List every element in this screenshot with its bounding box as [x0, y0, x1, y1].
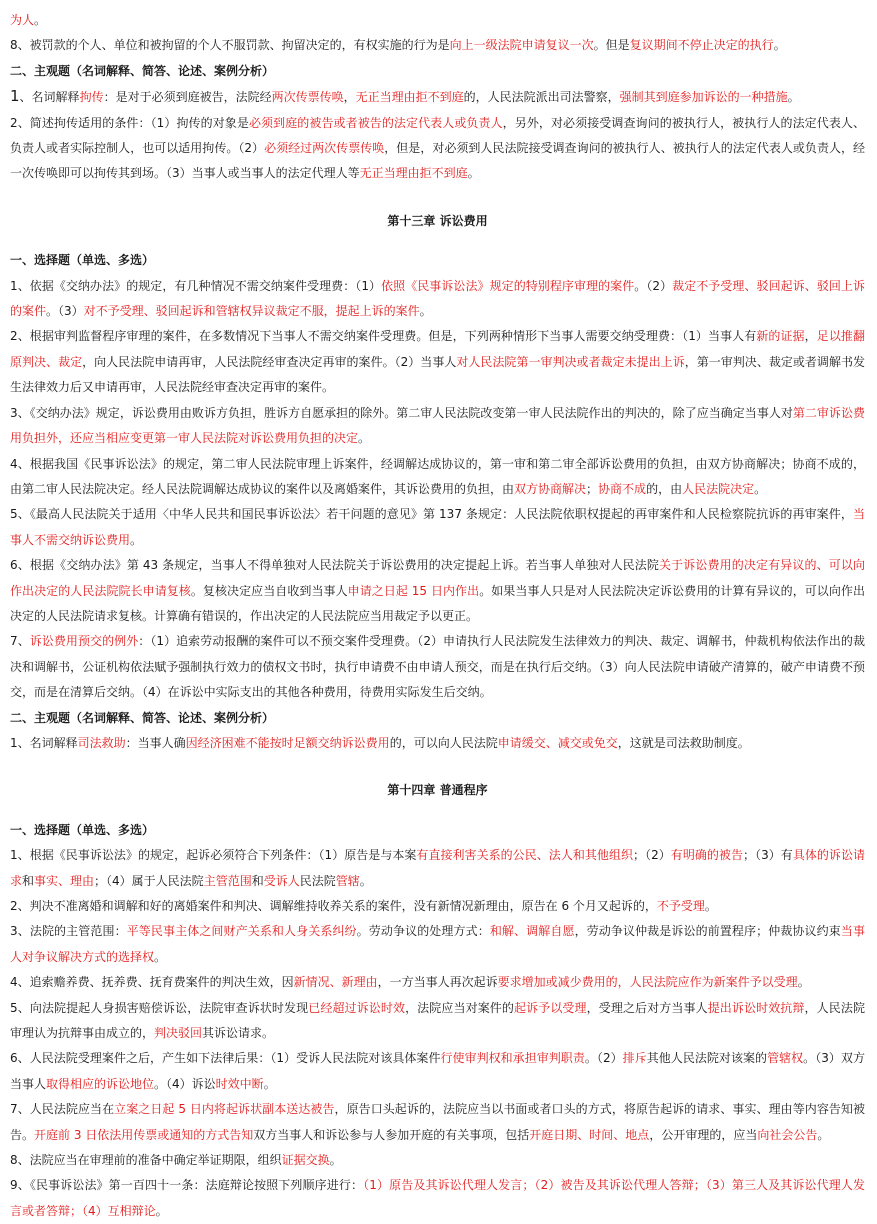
- highlighted-text: 管辖: [335, 873, 360, 888]
- highlighted-text: 第二审诉讼费用负担外，还应当相应变更第一审人民法院对诉讼费用负担的决定: [10, 405, 865, 446]
- chapter-title: [10, 209, 865, 234]
- text-run: 双方当事人和诉讼参与人参加开庭的有关事项，包括: [253, 1127, 530, 1142]
- highlighted-text: 向上一级法院申请复议一次: [449, 38, 594, 53]
- text-run: 第十四章 普通程序: [387, 783, 488, 798]
- text-run: 其诉讼请求。: [202, 1026, 275, 1041]
- spacer: [10, 234, 865, 248]
- text-run: 4、根据我国《民事诉讼法》的规定，第二审人民法院审理上诉案件，经调解达成协议的，第一审和第二审全部诉讼费用的负担，由双方协商解决；协商不成的，由第二审人民法院决定。经人民法院调解达成协议的案件以及离婚案件，其诉讼费用的负担，由: [10, 456, 865, 496]
- highlighted-text: 新的证据: [756, 329, 805, 344]
- text-run: 。（2）: [584, 1051, 623, 1066]
- chapter-title: [10, 778, 865, 803]
- text-run: ，原告口头起诉的，法院应当以书面或者口头的方式，将原告起诉的请求、事实、理由等内容告知被告。: [10, 1102, 865, 1142]
- text-run: 二、主观题（名词解释、简答、论述、案例分析）: [10, 63, 275, 78]
- text-run: ；（3）有: [743, 848, 793, 863]
- highlighted-text: 无正当理由拒不到庭: [355, 90, 464, 105]
- highlighted-text: 不予受理: [656, 899, 705, 913]
- highlighted-text: 协商不成: [598, 481, 647, 496]
- section-heading: [10, 59, 865, 84]
- highlighted-text: 向社会公告: [757, 1127, 818, 1142]
- spacer: [10, 756, 865, 778]
- text-run: ，另外，对必须接受调查询问的被执行人，被执行人的法定代表人、负责人或者实际控制人，也可以适用拘传。（2）: [10, 115, 865, 156]
- highlighted-text: 时效中断: [215, 1076, 264, 1091]
- text-run: 。: [155, 1203, 168, 1218]
- highlighted-text: 开庭日期、时间、地点: [529, 1127, 650, 1142]
- text-run: 和: [22, 873, 35, 888]
- text-run: 。: [34, 13, 47, 27]
- text-run: ：当事人确: [125, 735, 186, 750]
- highlighted-text: 申请缓交、减交或免交: [497, 735, 618, 750]
- paragraph: [10, 33, 865, 58]
- highlighted-text: 要求增加或减少费用的，人民法院应作为新案件予以受理: [497, 975, 798, 990]
- highlighted-text: 提出诉讼时效抗辩: [707, 1000, 805, 1015]
- text-run: 6、人民法院受理案件之后，产生如下法律后果：（1）受诉人民法院对该具体案件: [10, 1051, 441, 1066]
- paragraph: [10, 970, 865, 995]
- text-run: 、名词解释: [19, 90, 80, 105]
- paragraph: [10, 401, 865, 452]
- text-run: 。: [130, 532, 143, 547]
- paragraph: [10, 894, 865, 919]
- highlighted-text: 当事人对争议解决方式的选择权: [10, 924, 865, 964]
- section-heading: [10, 248, 865, 273]
- text-run: 2、简述拘传适用的条件：（1）拘传的对象是: [10, 115, 249, 130]
- highlighted-text: 强制其到庭参加诉讼的一种措施: [619, 90, 788, 105]
- paragraph: [10, 919, 865, 970]
- text-run: 2、判决不准离婚和调解和好的离婚案件和判决、调解维持收养关系的案件，没有新情况新理由，原告在 6 个月又起诉的，: [10, 899, 657, 913]
- highlighted-text: 裁定不予受理、驳回起诉、驳回上诉的案件: [10, 278, 865, 319]
- text-run: ，一方当事人再次起诉: [377, 975, 498, 990]
- text-run: ：是对于必须到庭被告，法院经: [103, 90, 272, 105]
- paragraph: [10, 8, 865, 33]
- text-run: 。劳动争议的处理方式：: [356, 924, 490, 939]
- highlighted-text: 取得相应的诉讼地位: [46, 1076, 155, 1091]
- text-run: 。: [817, 1127, 830, 1142]
- text-run: 1、根据《民事诉讼法》的规定，起诉必须符合下列条件：（1）原告是与本案: [10, 848, 417, 863]
- highlighted-text: 排斥: [622, 1051, 647, 1066]
- text-run: 。: [419, 304, 432, 319]
- highlighted-text: 依照《民事诉讼法》规定的特别程序审理的案件: [381, 278, 635, 293]
- highlighted-text: 因经济困难不能按时足额交纳诉讼费用: [185, 735, 390, 750]
- highlighted-text: 双方协商解决: [514, 481, 587, 496]
- text-run: 。: [263, 1076, 276, 1091]
- text-run: 民法院: [299, 873, 336, 888]
- text-run: ，第一审判决、裁定或者调解书发生法律效力后又申请再审，人民法院经审查决定再审的案件。: [10, 354, 865, 395]
- text-run: 。但是: [593, 38, 630, 53]
- text-run: 第十三章 诉讼费用: [387, 213, 488, 228]
- text-run: 其他人民法院对该案的: [646, 1051, 768, 1066]
- text-run: 。: [329, 1153, 342, 1168]
- highlighted-text: 受诉人: [263, 873, 300, 888]
- text-run: 7、人民法院应当在: [10, 1102, 115, 1117]
- text-run: 。: [704, 899, 717, 913]
- highlighted-text: 对人民法院第一审判决或者裁定未提出上诉: [456, 354, 685, 369]
- highlighted-text: 申请之日起 15 日内作出: [347, 583, 480, 598]
- text-run: 5、《最高人民法院关于适用〈中华人民共和国民事诉讼法〉若干问题的意见》第 137 条规定：人民法院依职权提起的再审案件和人民检察院抗诉的再审案件，: [10, 507, 853, 522]
- text-run: 8、法院应当在审理前的准备中确定举证期限，组织: [10, 1153, 282, 1168]
- paragraph: [10, 452, 865, 503]
- paragraph: [10, 324, 865, 400]
- text-run: ，: [804, 329, 817, 344]
- highlighted-text: 开庭前 3 日依法用传票或通知的方式告知: [34, 1127, 254, 1142]
- text-run: 一、选择题（单选、多选）: [10, 253, 155, 268]
- text-run: ；（2）: [633, 848, 671, 863]
- highlighted-text: 足以推翻原判决、裁定: [10, 329, 865, 369]
- text-run: ，: [343, 90, 356, 105]
- highlighted-text: 诉讼费用预交的例外: [29, 634, 139, 649]
- paragraph: [10, 502, 865, 553]
- text-run: 6、根据《交纳办法》第 43 条规定，当事人不得单独对人民法院关于诉讼费用的决定提起上诉。若当事人单独对人民法院: [10, 558, 660, 573]
- highlighted-text: 对不予受理、驳回起诉和管辖权异议裁定不服，提起上诉的案件: [83, 304, 420, 319]
- highlighted-text: （1）原告及其诉讼代理人发言；（2）被告及其诉讼代理人答辩；（3）第三人及其诉讼代理人发言或者答辩；（4）互相辩论: [10, 1178, 865, 1218]
- highlighted-text: 无正当理由拒不到庭: [359, 166, 468, 181]
- text-run: 二、主观题（名词解释、简答、论述、案例分析）: [10, 710, 275, 725]
- text-run: 。如果当事人只是对人民法院决定诉讼费用的计算有异议的，可以向作出决定的人民法院请求复核。计算确有错误的，作出决定的人民法院应当用裁定予以更正。: [10, 583, 865, 623]
- highlighted-text: 行使审判权和承担审判职责: [440, 1051, 585, 1066]
- paragraph: [10, 843, 865, 894]
- text-run: 。（2）: [634, 278, 673, 293]
- text-run: 。: [754, 481, 767, 496]
- spacer: [10, 804, 865, 818]
- text-run: 。（3）: [46, 304, 84, 319]
- text-run: 1: [10, 87, 20, 106]
- highlighted-text: 平等民事主体之间财产关系和人身关系纠纷: [126, 924, 357, 939]
- highlighted-text: 主管范围: [203, 873, 252, 888]
- paragraph: [10, 274, 865, 325]
- text-run: 的，由: [646, 481, 683, 496]
- paragraph: [10, 553, 865, 629]
- text-run: 。: [797, 975, 810, 990]
- text-run: 7、: [10, 634, 30, 649]
- text-run: ；: [586, 481, 599, 496]
- highlighted-text: 证据交换: [281, 1153, 330, 1168]
- text-run: 5、向法院提起人身损害赔偿诉讼，法院审查诉状时发现: [10, 1000, 309, 1015]
- text-run: 1、名词解释: [10, 735, 78, 750]
- highlighted-text: 判决驳回: [154, 1026, 203, 1041]
- text-run: 。复核决定应当自收到当事人: [190, 583, 348, 598]
- highlighted-text: 事实、理由: [34, 873, 95, 888]
- highlighted-text: 司法救助: [77, 735, 126, 750]
- paragraph: [10, 996, 865, 1047]
- text-run: 。（4）诉讼: [154, 1076, 216, 1091]
- spacer: [10, 187, 865, 209]
- text-run: 。: [787, 90, 800, 105]
- text-run: ：（1）追索劳动报酬的案件可以不预交案件受理费。（2）申请执行人民法院发生法律效力的判决、裁定、调解书，仲裁机构依法作出的裁决和调解书，公证机构依法赋予强制执行效力的债权文书时，执行申请费不由申请人预交，而是在执行后交纳。（3）向人民法院申请破产清算的，破产申请费不预交，而是在清算后交纳。（4）在诉讼中实际支出的其他各种费用，待费用实际发生后交纳。: [10, 634, 865, 700]
- highlighted-text: 复议期间不停止决定的执行: [629, 38, 774, 53]
- highlighted-text: 有明确的被告: [670, 848, 743, 863]
- text-run: 2、根据审判监督程序审理的案件，在多数情况下当事人不需交纳案件受理费。但是，下列两种情形下当事人需要交纳受理费：（1）当事人有: [10, 329, 757, 344]
- highlighted-text: 必须经过两次传票传唤: [264, 141, 385, 156]
- paragraph: [10, 629, 865, 705]
- paragraph: [10, 84, 865, 110]
- highlighted-text: 拘传: [79, 90, 104, 105]
- text-run: 的，人民法院派出司法警察，: [463, 90, 620, 105]
- highlighted-text: 为人: [10, 13, 35, 27]
- text-run: 4、追索赡养费、抚养费、抚育费案件的判决生效，因: [10, 975, 294, 990]
- text-run: ，人民法院审理认为抗辩事由成立的，: [10, 1000, 865, 1041]
- text-run: ，向人民法院申请再审，人民法院经审查决定再审的案件。（2）当事人: [82, 354, 457, 369]
- text-run: ；（4）属于人民法院: [94, 873, 204, 888]
- text-run: 1、依据《交纳办法》的规定，有几种情况不需交纳案件受理费：（1）: [10, 278, 382, 293]
- text-run: 的，可以向人民法院: [389, 735, 498, 750]
- text-run: ，法院应当对案件的: [405, 1000, 515, 1015]
- paragraph: [10, 1148, 865, 1173]
- section-heading: [10, 818, 865, 843]
- text-run: ，但是，对必须到人民法院接受调查询问的被执行人、被执行人的法定代表人或负责人，经一次传唤即可以拘传其到场。（3）当事人或当事人的法定代理人等: [10, 141, 865, 181]
- text-run: ，公开审理的，应当: [649, 1127, 758, 1142]
- text-run: ，受理之后对方当事人: [586, 1000, 708, 1015]
- text-run: 和: [251, 873, 264, 888]
- paragraph: [10, 1097, 865, 1148]
- highlighted-text: 起诉予以受理: [514, 1000, 587, 1015]
- highlighted-text: 两次传票传唤: [271, 90, 344, 105]
- highlighted-text: 关于诉讼费用的决定有异议的、可以向作出决定的人民法院院长申请复核: [10, 558, 865, 598]
- text-run: 。: [773, 38, 786, 53]
- highlighted-text: 新情况、新理由: [293, 975, 378, 990]
- text-run: ，这就是司法救助制度。: [617, 735, 750, 750]
- text-run: 3、《交纳办法》规定，诉讼费用由败诉方负担，胜诉方自愿承担的除外。第二审人民法院改变第一审人民法院作出的判决的，除了应当确定当事人对: [10, 405, 793, 420]
- text-run: ，劳动争议仲裁是诉讼的前置程序；仲裁协议约束: [574, 924, 841, 939]
- highlighted-text: 管辖权: [767, 1051, 804, 1066]
- text-run: 。: [358, 431, 371, 446]
- section-heading: [10, 706, 865, 731]
- highlighted-text: 有直接利害关系的公民、法人和其他组织: [416, 848, 634, 863]
- text-run: 。: [467, 166, 480, 181]
- highlighted-text: 立案之日起 5 日内将起诉状副本送达被告: [114, 1102, 335, 1117]
- highlighted-text: 已经超过诉讼时效: [308, 1000, 406, 1015]
- paragraph: [10, 111, 865, 187]
- text-run: 3、法院的主管范围：: [10, 924, 127, 939]
- highlighted-text: 人民法院决定: [682, 481, 755, 496]
- highlighted-text: 当事人不需交纳诉讼费用: [10, 507, 865, 547]
- text-run: 9、《民事诉讼法》第一百四十一条：法庭辩论按照下列顺序进行：: [10, 1178, 364, 1193]
- highlighted-text: 和解、调解自愿: [489, 924, 575, 939]
- highlighted-text: 具体的诉讼请求: [10, 848, 865, 888]
- paragraph: [10, 1046, 865, 1097]
- text-run: 8、被罚款的个人、单位和被拘留的个人不服罚款、拘留决定的，有权实施的行为是: [10, 38, 450, 53]
- text-run: 。（3）双方当事人: [10, 1051, 865, 1091]
- text-run: 。: [359, 873, 372, 888]
- highlighted-text: 必须到庭的被告或者被告的法定代表人或负责人: [248, 115, 503, 130]
- text-run: 一、选择题（单选、多选）: [10, 822, 155, 837]
- text-run: 。: [154, 949, 167, 964]
- paragraph: [10, 731, 865, 756]
- paragraph: [10, 1173, 865, 1224]
